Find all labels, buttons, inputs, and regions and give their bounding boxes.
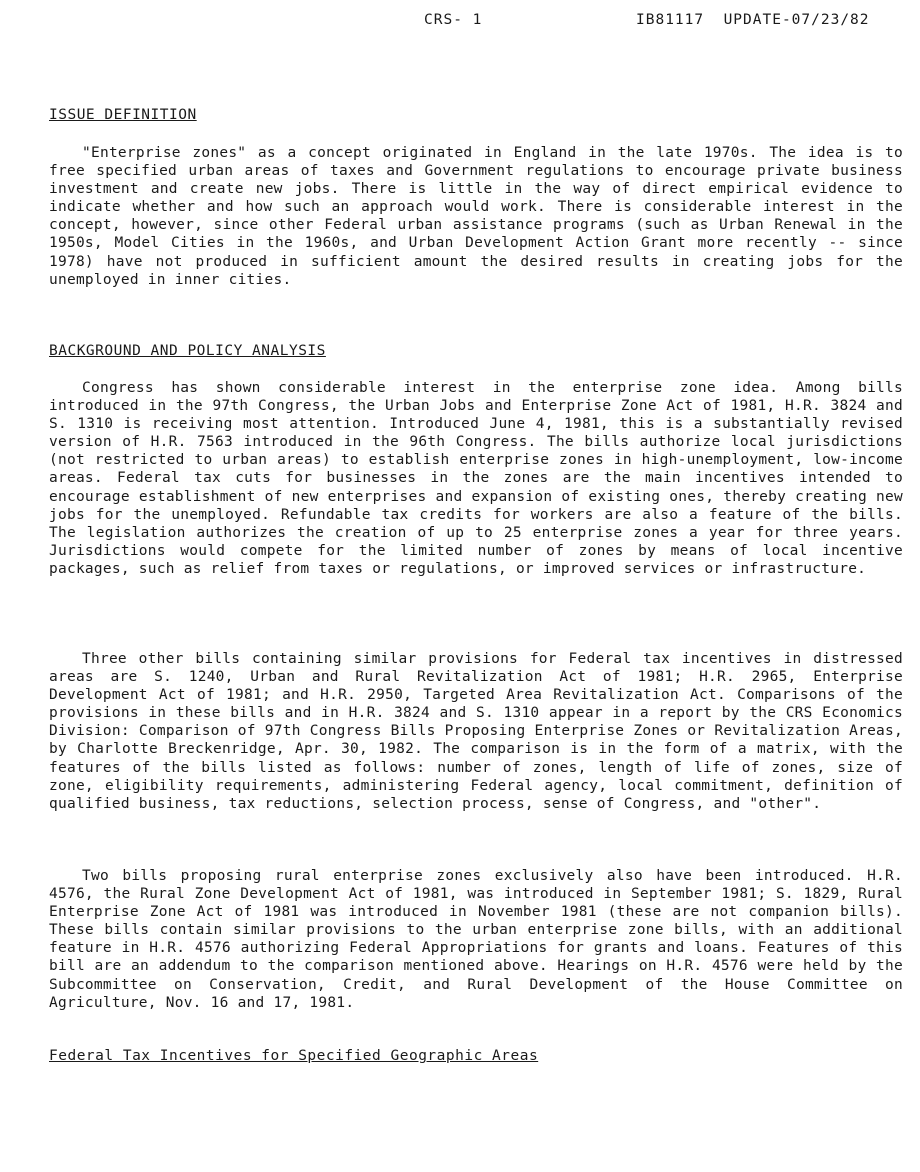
heading-background: BACKGROUND AND POLICY ANALYSIS <box>49 343 326 359</box>
paragraph-issue-definition: "Enterprise zones" as a concept originated in England in the late 1970s. The idea is to free specified urban areas of taxes and Government regulations to encourage private business investment and create new jobs. There is little in the way of direct empirical evidence to indicate whether and how such an approach would work. There is considerable interest in the concept, however, since other Federal urban assistance programs (such as Urban Renewal in the 1950s, Model Cities in the 1960s, and Urban Development Action Grant more recently -- since 1978) have not produced in sufficient amount the desired results in creating jobs for the unemployed in inner cities. <box>49 145 903 288</box>
paragraph-background-1: Congress has shown considerable interest in the enterprise zone idea. Among bills introduced in the 97th Congress, the Urban Jobs and Enterprise Zone Act of 1981, H.R. 3824 and S. 1310 is receiving most attention. Introduced June 4, 1981, this is a substantially revised version of H.R. 7563 introduced in the 96th Congress. The bills authorize local jurisdictions (not restricted to urban areas) to establish enterprise zones in high-unemployment, low-income areas. Federal tax cuts for businesses in the zones are the main incentives intended to encourage establishment of new enterprises and expansion of existing ones, thereby creating new jobs for the unemployed. Refundable tax credits for workers are also a feature of the bills. The legislation authorizes the creation of up to 25 enterprise zones a year for three years. Jurisdictions would compete for the limited number of zones by means of local incentive packages, such as relief from taxes or regulations, or improved services or infrastructure. <box>49 380 903 577</box>
paragraph-background-3: Two bills proposing rural enterprise zones exclusively also have been introduced. H.R. 4576, the Rural Zone Development Act of 1981, was introduced in September 1981; S. 1829, Rural Enterprise Zone Act of 1981 was introduced in November 1981 (these are not companion bills). These bills contain similar provisions to the urban enterprise zone bills, with an additional feature in H.R. 4576 authorizing Federal Appropriations for grants and loans. Features of this bill are an addendum to the comparison mentioned above. Hearings on H.R. 4576 were held by the Subcommittee on Conservation, Credit, and Rural Development of the House Committee on Agriculture, Nov. 16 and 17, 1981. <box>49 868 903 1011</box>
document-id: IB81117 UPDATE-07/23/82 <box>636 12 870 28</box>
paragraph-background-2: Three other bills containing similar provisions for Federal tax incentives in distressed areas are S. 1240, Urban and Rural Revitalization Act of 1981; H.R. 2965, Enterprise Development Act of 1981; and H.R. 2950, Targeted Area Revitalization Act. Comparisons of the provisions in these bills and in H.R. 3824 and S. 1310 appear in a report by the CRS Economics Division: Comparison of 97th Congress Bills Proposing Enterprise Zones or Revitalization Areas, by Charlotte Breckenridge, Apr. 30, 1982. The comparison is in the form of a matrix, with the features of the bills listed as follows: number of zones, length of life of zones, size of zone, eligibility requirements, administering Federal agency, local commitment, definition of qualified business, tax reductions, selection process, sense of Congress, and "other". <box>49 651 903 812</box>
heading-issue-definition: ISSUE DEFINITION <box>49 107 197 123</box>
page-label: CRS- 1 <box>424 12 483 28</box>
heading-federal-tax: Federal Tax Incentives for Specified Geographic Areas <box>49 1048 539 1064</box>
